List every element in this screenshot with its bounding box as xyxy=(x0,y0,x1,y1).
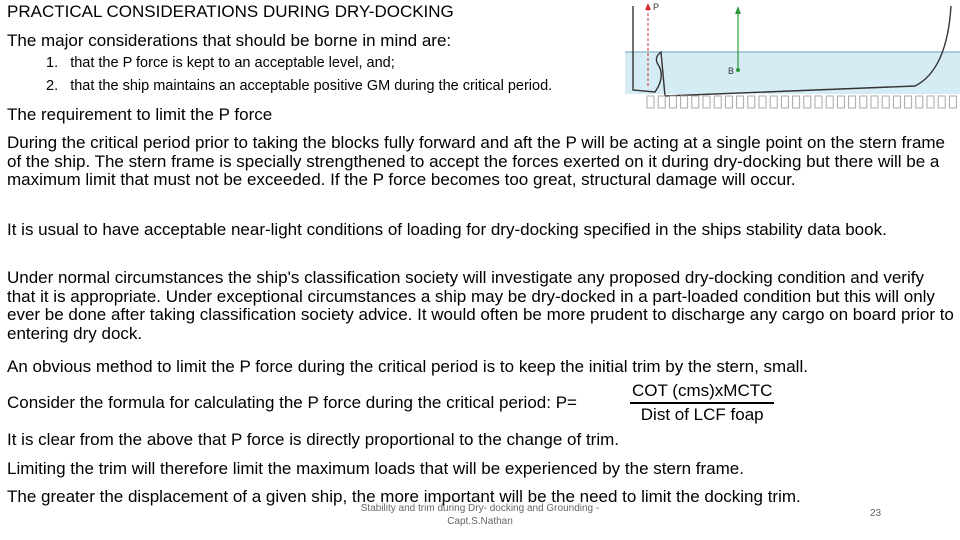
keel-block xyxy=(770,96,777,108)
keel-block xyxy=(871,96,878,108)
keel-block xyxy=(737,96,744,108)
statement-limit: Limiting the trim will therefore limit the maximum loads that will be experienced by the stern frame. xyxy=(7,459,744,478)
formula-numerator: COT (cms)xMCTC xyxy=(632,381,773,400)
keel-block xyxy=(860,96,867,108)
keel-block xyxy=(793,96,800,108)
b-label: B xyxy=(728,66,735,76)
footer-text: Stability and trim during Dry- docking and Grounding - Capt.S.Nathan xyxy=(360,503,600,527)
keel-block xyxy=(815,96,822,108)
p-arrow-head xyxy=(645,3,651,10)
keel-block xyxy=(669,96,676,108)
paragraph: It is usual to have acceptable near-light conditions of loading for dry-docking specified in the ships stability data book. xyxy=(7,220,887,239)
b-point xyxy=(736,68,740,72)
keel-block xyxy=(927,96,934,108)
keel-block xyxy=(759,96,766,108)
keel-blocks xyxy=(647,96,956,108)
intro-text: The major considerations that should be borne in mind are: xyxy=(7,31,452,50)
paragraph: During the critical period prior to taking the blocks fully forward and aft the P will be acting at a single point on the stern frame of the ship. The stern frame is specially strengthened to accept the forces exerted on it during dry-docking but there will be a maximum limit that must not be exceeded. If the P force becomes too great, structural damage will occur. xyxy=(7,133,946,189)
water-area xyxy=(625,52,960,94)
keel-block xyxy=(893,96,900,108)
list-number: 2. xyxy=(46,78,59,94)
fraction-bar xyxy=(630,402,774,404)
b-arrow-head xyxy=(735,6,741,14)
keel-block xyxy=(804,96,811,108)
section-heading: The requirement to limit the P force xyxy=(7,105,273,124)
keel-block xyxy=(647,96,654,108)
keel-block xyxy=(692,96,699,108)
page-number: 23 xyxy=(870,508,882,519)
list-item xyxy=(46,55,395,71)
keel-block xyxy=(905,96,912,108)
keel-block xyxy=(837,96,844,108)
keel-block xyxy=(949,96,956,108)
keel-block xyxy=(681,96,688,108)
page-title: PRACTICAL CONSIDERATIONS DURING DRY-DOCKING xyxy=(7,2,454,21)
formula-label: Consider the formula for calculating the P force during the critical period: P= xyxy=(7,393,577,412)
drydock-diagram xyxy=(625,0,960,115)
p-label: P xyxy=(653,2,660,12)
keel-block xyxy=(703,96,710,108)
keel-block xyxy=(781,96,788,108)
list-text: that the ship maintains an acceptable positive GM during the critical period. xyxy=(70,78,553,94)
keel-block xyxy=(916,96,923,108)
formula-fraction xyxy=(630,381,774,425)
keel-block xyxy=(714,96,721,108)
formula-denominator: Dist of LCF foap xyxy=(640,404,764,424)
list-text: that the P force is kept to an acceptable level, and; xyxy=(70,55,395,71)
paragraph: Under normal circumstances the ship's classification society will investigate any proposed dry-docking condition and verify that it is appropriate. Under exceptional circumstances a ship may be dry-docked in a part-loaded condition but this will only ever be done after taking classification society advice. It would often be more prudent to discharge any cargo on board prior to entering dry dock. xyxy=(7,268,954,343)
list-item xyxy=(46,78,552,94)
keel-block xyxy=(748,96,755,108)
keel-block xyxy=(658,96,665,108)
keel-block xyxy=(938,96,945,108)
keel-block xyxy=(849,96,856,108)
statement-displacement: The greater the displacement of a given ship, the more important will be the need to limit the docking trim. xyxy=(7,487,801,506)
keel-block xyxy=(882,96,889,108)
statement-proportional: It is clear from the above that P force is directly proportional to the change of trim. xyxy=(7,430,619,449)
list-number: 1. xyxy=(46,55,59,71)
statement-trim: An obvious method to limit the P force during the critical period is to keep the initial trim by the stern, small. xyxy=(7,357,808,376)
keel-block xyxy=(826,96,833,108)
keel-block xyxy=(725,96,732,108)
